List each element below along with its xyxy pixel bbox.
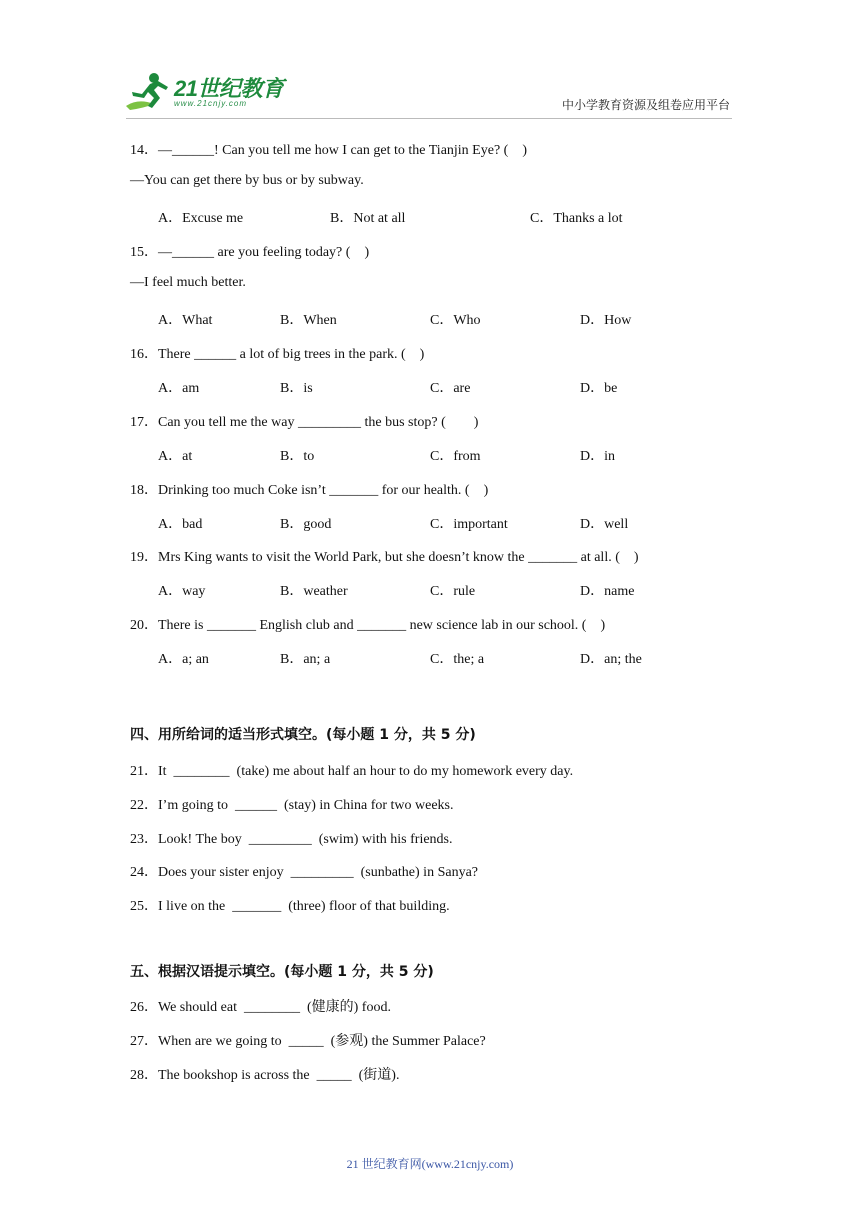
- option[interactable]: D．How: [580, 313, 632, 328]
- option[interactable]: C．Thanks a lot: [530, 211, 623, 226]
- option[interactable]: C．the; a: [430, 652, 485, 667]
- option[interactable]: C．important: [430, 517, 508, 532]
- header-tagline: 中小学教育资源及组卷应用平台: [561, 98, 730, 112]
- logo-url: www.21cnjy.com: [174, 99, 247, 108]
- header-divider: [126, 118, 732, 119]
- question-stem: 15．—______ are you feeling today? ( ): [130, 245, 370, 260]
- fill-item: 23．Look! The boy _________ (swim) with his friends.: [130, 832, 453, 847]
- option[interactable]: B．Not at all: [330, 211, 406, 226]
- question-stem: 19．Mrs King wants to visit the World Park, but she doesn’t know the _______ at all. ( ): [130, 550, 639, 565]
- option[interactable]: A．am: [158, 381, 200, 396]
- option[interactable]: B．is: [280, 381, 313, 396]
- option[interactable]: C．Who: [430, 313, 481, 328]
- question-stem: 16．There ______ a lot of big trees in the park. ( ): [130, 347, 425, 362]
- option[interactable]: B．good: [280, 517, 332, 532]
- question-stem: 17．Can you tell me the way _________ the bus stop? ( ): [130, 415, 479, 430]
- fill-item: 22．I’m going to ______ (stay) in China for two weeks.: [130, 798, 454, 813]
- section-title: 五、根据汉语提示填空。(每小题 1 分，共 5 分): [130, 964, 434, 980]
- fill-item: 26．We should eat ________ (健康的) food.: [130, 1000, 391, 1015]
- option[interactable]: A．at: [158, 449, 193, 464]
- logo: [124, 70, 294, 116]
- option[interactable]: D．be: [580, 381, 618, 396]
- fill-item: 28．The bookshop is across the _____ (街道).: [130, 1068, 400, 1083]
- question-stem: 20．There is _______ English club and _______ new science lab in our school. ( ): [130, 618, 606, 633]
- fill-item: 24．Does your sister enjoy _________ (sunbathe) in Sanya?: [130, 865, 478, 880]
- fill-item: 21．It ________ (take) me about half an hour to do my homework every day.: [130, 764, 574, 779]
- question-reply: —You can get there by bus or by subway.: [130, 173, 364, 188]
- option[interactable]: A．way: [158, 584, 206, 599]
- option[interactable]: A．bad: [158, 517, 203, 532]
- option[interactable]: D．in: [580, 449, 615, 464]
- option[interactable]: D．name: [580, 584, 635, 599]
- question-reply: —I feel much better.: [130, 275, 246, 290]
- option[interactable]: A．a; an: [158, 652, 209, 667]
- option[interactable]: B．to: [280, 449, 315, 464]
- option[interactable]: D．an; the: [580, 652, 642, 667]
- fill-item: 25．I live on the _______ (three) floor of that building.: [130, 899, 450, 914]
- section-title: 四、用所给词的适当形式填空。(每小题 1 分，共 5 分): [130, 727, 476, 743]
- option[interactable]: D．well: [580, 517, 629, 532]
- option[interactable]: C．rule: [430, 584, 476, 599]
- option[interactable]: B．an; a: [280, 652, 331, 667]
- option[interactable]: A．Excuse me: [158, 211, 244, 226]
- option[interactable]: C．from: [430, 449, 481, 464]
- question-stem: 14．—______! Can you tell me how I can get to the Tianjin Eye? ( ): [130, 143, 527, 158]
- fill-item: 27．When are we going to _____ (参观) the Summer Palace?: [130, 1034, 486, 1049]
- option[interactable]: C．are: [430, 381, 471, 396]
- option[interactable]: B．When: [280, 313, 337, 328]
- option[interactable]: A．What: [158, 313, 213, 328]
- page-footer[interactable]: 21 世纪教育网(www.21cnjy.com): [346, 1157, 514, 1171]
- question-stem: 18．Drinking too much Coke isn’t _______ for our health. ( ): [130, 483, 489, 498]
- option[interactable]: B．weather: [280, 584, 348, 599]
- logo-text: 21世纪教育: [174, 76, 284, 101]
- runner-logo-icon: [124, 70, 172, 114]
